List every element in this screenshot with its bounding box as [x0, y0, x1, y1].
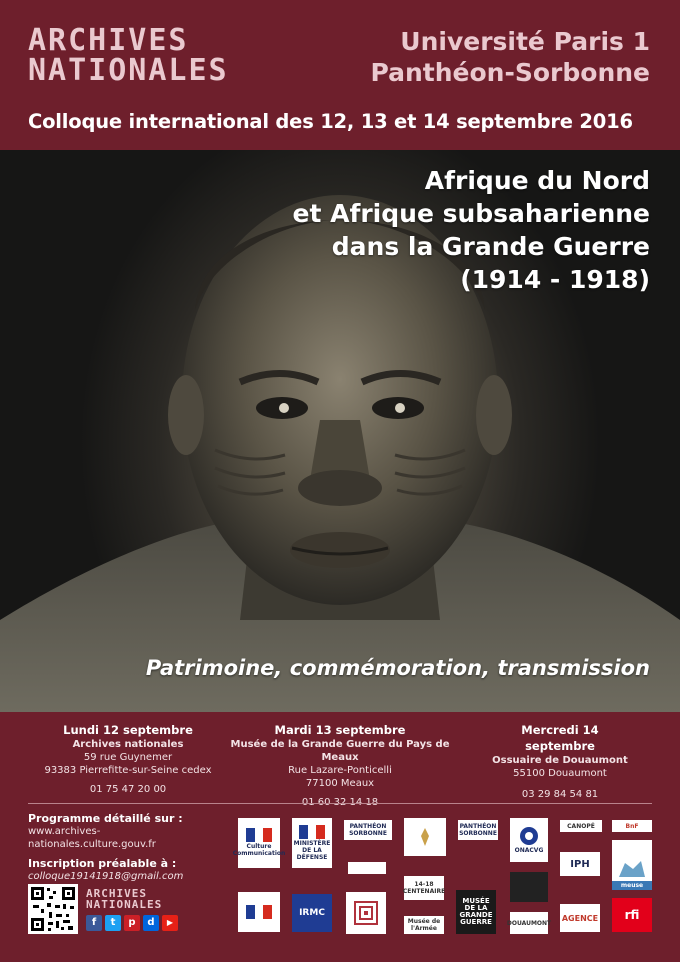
partner-logo-pantheon: [344, 820, 392, 840]
partner-logo-musee-grande-guerre: [456, 890, 496, 934]
day-1: [28, 722, 228, 796]
partner-armee-label: Musée de l'Armée: [407, 918, 441, 932]
partner-agence-label: AGENCE: [561, 913, 599, 923]
info-block: [28, 812, 228, 883]
portrait-photo: [0, 150, 680, 712]
partner-rfi-label: rfi: [624, 907, 640, 922]
inscription-label: Inscription préalable à :: [28, 857, 177, 870]
twitter-icon[interactable]: t: [105, 915, 121, 931]
partner-logo-defense: [292, 818, 332, 868]
partner-logo-ministry: [238, 892, 280, 932]
university-name: [370, 26, 650, 88]
qr-code[interactable]: [28, 884, 78, 934]
partner-centenaire-label: 14-18 CENTENAIRE: [402, 881, 446, 895]
day-place: Archives nationales: [72, 739, 184, 750]
colloque-subtitle: Patrimoine, commémoration, transmission: [145, 656, 650, 680]
inscription-email[interactable]: colloque19141918@gmail.com: [28, 871, 184, 882]
day-2: [220, 722, 460, 809]
partner-pantheon-label: PANTHÉON SORBONNE: [349, 823, 387, 837]
day-date: Mercredi 14 septembre: [521, 723, 599, 753]
partner-bnf-label: BnF: [625, 822, 639, 830]
maze-icon: [353, 900, 379, 926]
partner-iph-label: IPH: [570, 858, 590, 870]
marianne-flag-icon: [299, 825, 325, 839]
day-3: [485, 722, 635, 801]
footer-archives-logo: [86, 888, 162, 910]
day-address-1: Rue Lazare-Ponticelli: [288, 765, 392, 776]
title-line4: (1914 - 1918): [460, 265, 650, 294]
day-place: Ossuaire de Douaumont: [492, 755, 628, 766]
partner-logo-small: [348, 862, 386, 874]
title-line2: et Afrique subsaharienne: [292, 199, 650, 228]
partner-defense-label: MINISTÈRE DE LA DÉFENSE: [293, 839, 331, 861]
logo-line2: NATIONALES: [28, 53, 229, 88]
partner-logo-cnrs: [404, 818, 446, 856]
colloque-title: [293, 164, 650, 296]
day-phone: 03 29 84 54 81: [521, 789, 599, 800]
partner-pantheon2-label: PANTHÉON SORBONNE: [459, 823, 497, 837]
partner-logo-centenaire: [404, 876, 444, 900]
onacvg-icon: [518, 826, 540, 846]
programme-link[interactable]: www.archives-nationales.culture.gouv.fr: [28, 826, 156, 850]
partner-logo-meuse: [612, 840, 652, 890]
partner-logo-maze: [346, 892, 386, 934]
partner-canope-label: CANOPÉ: [567, 822, 595, 830]
marianne-flag-icon: [246, 905, 272, 919]
partner-irmc-label: IRMC: [299, 907, 325, 918]
univ-line2: Panthéon-Sorbonne: [370, 58, 650, 87]
day-place: Musée de la Grande Guerre du Pays de Meaux: [230, 739, 450, 763]
partner-musee-label: MUSÉE DE LA GRANDE GUERRE: [459, 897, 493, 926]
day-address-1: 59 rue Guynemer: [83, 752, 173, 763]
header: [0, 0, 680, 150]
day-date: Mardi 13 septembre: [274, 723, 406, 737]
day-date: Lundi 12 septembre: [63, 723, 193, 737]
programme-days: [0, 722, 680, 802]
partner-logo-iph: [560, 852, 600, 876]
title-line3: dans la Grande Guerre: [331, 232, 650, 261]
day-phone: 01 75 47 20 00: [89, 784, 167, 795]
partner-logo-armee: [404, 916, 444, 934]
archives-nationales-logo: [28, 23, 229, 88]
partner-logo-rfi: [612, 898, 652, 932]
partner-douaumont-label: DOUAUMONT: [506, 919, 552, 927]
social-links: [86, 915, 178, 931]
facebook-icon[interactable]: f: [86, 915, 102, 931]
qr-code-icon: [28, 884, 78, 934]
partner-logo-canope: [560, 820, 602, 832]
emblem-icon: [415, 826, 435, 848]
partner-logo-douaumont: [506, 912, 552, 934]
programme-label: Programme détaillé sur :: [28, 812, 183, 825]
univ-line1: Université Paris 1: [400, 27, 650, 56]
logo-line1: ARCHIVES: [28, 23, 189, 58]
partner-logo-musee-2: [510, 872, 548, 902]
partner-logo-agence: [560, 904, 600, 932]
partner-logo-pantheon-2: [458, 820, 498, 840]
youtube-icon[interactable]: ▶: [162, 915, 178, 931]
partner-meuse-label: meuse: [612, 881, 652, 890]
title-line1: Afrique du Nord: [424, 166, 650, 195]
footer-logo-line1: ARCHIVES: [86, 887, 147, 900]
day-address-2: 93383 Pierrefitte-sur-Seine cedex: [44, 765, 212, 776]
dailymotion-icon[interactable]: d: [143, 915, 159, 931]
meuse-map-icon: [615, 857, 649, 881]
day-address-2: 77100 Meaux: [305, 778, 375, 789]
partner-culture-label: Culture Communication: [232, 843, 286, 857]
pinterest-icon[interactable]: p: [124, 915, 140, 931]
divider: [28, 803, 652, 804]
colloque-dates: Colloque international des 12, 13 et 14 septembre 2016: [28, 110, 633, 133]
day-address-1: 55100 Douaumont: [513, 768, 607, 779]
marianne-flag-icon: [246, 828, 272, 842]
footer-logo-line2: NATIONALES: [86, 898, 163, 911]
partner-logo-culture: [232, 818, 286, 868]
partner-logo-irmc: [292, 894, 332, 932]
partner-logo-onacvg: [510, 818, 548, 862]
partner-logo-bnf: [612, 820, 652, 832]
partner-onacvg-label: ONACVG: [514, 846, 544, 854]
